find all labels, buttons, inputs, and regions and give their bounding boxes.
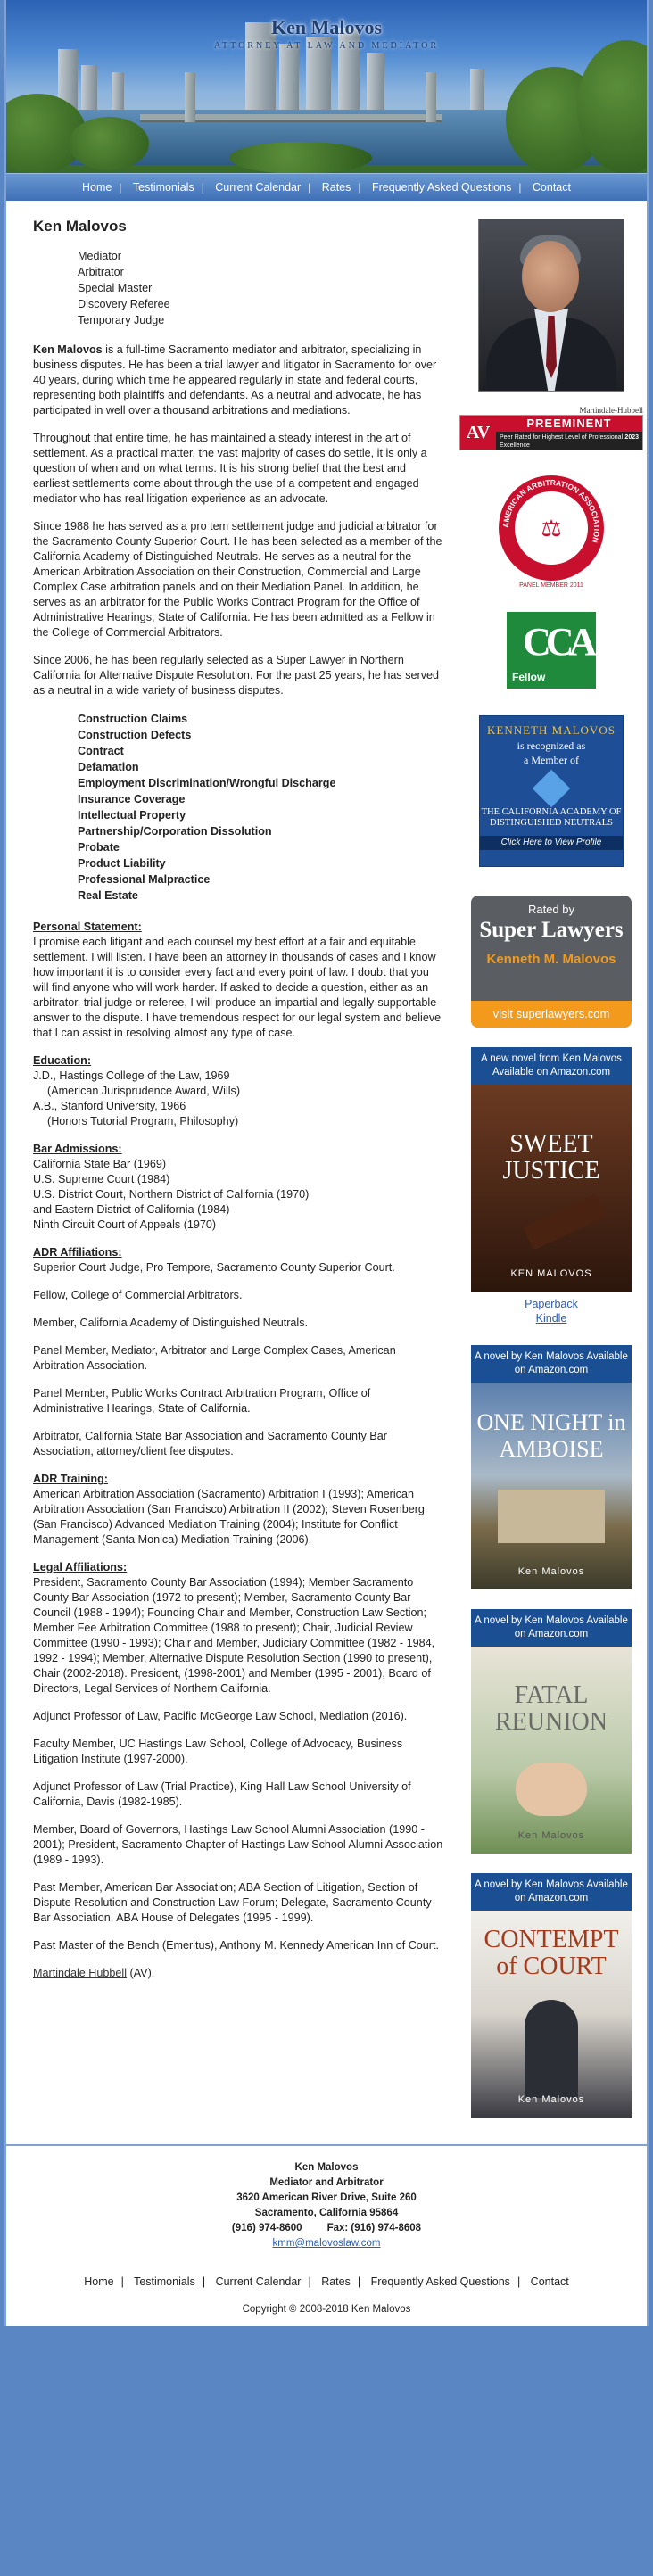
legal-affiliation: Past Member, American Bar Association; ABA Section of Litigation, Section of Dispute Resolution and Construction Law Forum; Delegate, Sacramento County Bar Association, ABA House of Delegates (1995 - 1999). xyxy=(33,1881,432,1924)
legal-affiliation: Adjunct Professor of Law (Trial Practice), King Hall Law School University of California, Davis (1982-1985). xyxy=(33,1780,411,1808)
nav-faq[interactable]: Frequently Asked Questions xyxy=(371,181,512,194)
site-name: Ken Malovos xyxy=(270,16,383,38)
practice-areas-list xyxy=(78,711,443,904)
hands-icon xyxy=(516,1763,587,1816)
adr-affiliations-section: ADR Affiliations: Superior Court Judge, Pro Tempore, Sacramento County Superior Court. xyxy=(33,1245,443,1276)
paragraph-super-lawyer: Since 2006, he has been regularly selected as a Super Lawyer in Northern California for Alternative Dispute Resolution. For the past 25 years, he has served as a neutral in a wide variety of business disputes. xyxy=(33,654,440,697)
practice-area: Probate xyxy=(78,841,120,854)
book-cover[interactable]: ONE NIGHT in AMBOISE Ken Malovos xyxy=(471,1383,632,1589)
footer-nav-testimonials[interactable]: Testimonials xyxy=(134,2275,195,2288)
paragraph-settlement: Throughout that entire time, he has maintained a steady interest in the art of settlement. As a practical matter, the vast majority of cases do settle, it is only a question of when and on what terms. It is his strong belief that the best and earliest settlements come about through the use of a competent and engaged mediator who has real litigation experience as an advocate. xyxy=(33,432,427,505)
footer-nav-faq[interactable]: Frequently Asked Questions xyxy=(370,2275,510,2288)
practice-area: Construction Claims xyxy=(78,713,188,725)
paperback-link[interactable]: Paperback xyxy=(525,1298,578,1310)
adr-training-heading: ADR Training: xyxy=(33,1473,108,1485)
attorney-photo xyxy=(478,219,624,392)
intro-name: Ken Malovos xyxy=(33,343,103,356)
practice-area: Defamation xyxy=(78,761,139,773)
practice-area: Intellectual Property xyxy=(78,809,186,822)
adr-affiliation: Panel Member, Public Works Contract Arbitration Program, Office of Administrative Hearings, State of California. xyxy=(33,1387,371,1415)
kindle-link[interactable]: Kindle xyxy=(535,1312,567,1325)
top-nav: Home | Testimonials | Current Calendar | Rates | Frequently Asked Questions | Contact xyxy=(6,173,647,201)
martindale-line: Martindale Hubbell (AV). xyxy=(33,1967,155,1979)
sidebar xyxy=(467,201,647,2144)
practice-area: Product Liability xyxy=(78,857,166,870)
legal-affiliation: Past Master of the Bench (Emeritus), Anthony M. Kennedy American Inn of Court. xyxy=(33,1939,439,1952)
martindale-badge[interactable]: Martindale-Hubbell AV PREEMINENT Peer Rated for Highest Level of Professional Excellence 2023 xyxy=(459,406,643,450)
scales-icon: ⚖ xyxy=(512,489,591,567)
practice-area: Real Estate xyxy=(78,889,138,902)
nav-rates[interactable]: Rates xyxy=(321,181,351,194)
adr-affiliation: Member, California Academy of Distinguished Neutrals. xyxy=(33,1317,308,1329)
castle-icon xyxy=(498,1490,605,1543)
gavel-icon xyxy=(523,1193,606,1250)
footer-nav-rates[interactable]: Rates xyxy=(321,2275,351,2288)
footer-nav-contact[interactable]: Contact xyxy=(530,2275,569,2288)
academy-neutrals-badge[interactable]: KENNETH MALOVOS is recognized as a Member of THE CALIFORNIA ACADEMY OF DISTINGUISHED NEUTRALS Click Here to View Profile xyxy=(479,715,624,867)
legal-affiliations-section: Legal Affiliations: President, Sacramento County Bar Association (1994); Member Sacramento County Bar Association (1972 to present); Member, Sacramento County Bar Council (1988 - 1994); Founding Chair and Member, Construction Law Section; Member Fee Arbitration Committee (1988 to present); Chair, Judicial Review Committee (1990 - 1993); Chair and Member, Judiciary Committee (1982 - 1984, 1992 - 1994); Member, Alternative Dispute Resolution Section (1990 to present), Chair (2002-2018). President, (1998-2001) and Member (1995 - 2001), Board of Directors, Legal Services of Northern California. xyxy=(33,1560,443,1697)
practice-area: Contract xyxy=(78,745,124,757)
intro-paragraph: Ken Malovos is a full-time Sacramento mediator and arbitrator, specializing in business disputes. He has been a trial lawyer and litigator in Sacramento for over 40 years, during which time he appeared regularly in state and federal courts, representing both plaintiffs and defendants. As a neutral and advocate, he has participated in well over a thousand arbitrations and mediations. xyxy=(33,343,437,417)
book-cover[interactable]: FATAL REUNION Ken Malovos xyxy=(471,1647,632,1854)
footer-email-link[interactable]: kmm@malovoslaw.com xyxy=(272,2238,381,2249)
legal-affiliations-heading: Legal Affiliations: xyxy=(33,1561,128,1573)
education-section: Education: J.D., Hastings College of the Law, 1969 (American Jurisprudence Award, Wills) A.B., Stanford University, 1966 (Honors Tutorial Program, Philosophy) xyxy=(33,1053,443,1129)
role-item: Temporary Judge xyxy=(78,314,165,326)
martindale-hubbell-link[interactable]: Martindale Hubbell xyxy=(33,1967,128,1979)
page xyxy=(4,0,649,2326)
aaa-panel-seal[interactable] xyxy=(499,475,604,581)
paragraph-experience: Since 1988 he has served as a pro tem settlement judge and judicial arbitrator for the Sacramento County Superior Court. He has been selected as a member of the California Academy of Distinguished Neutrals. He serves as a neutral for the American Arbitration Association on their Construction, Commercial and Large Complex Case arbitration panels and on their Mediation Panel. In addition, he serves as an arbitrator for the Public Works Contract Program for the Office of Administrative Hearings, State of California. He has been admitted as a Fellow in the College of Commercial Arbitrators. xyxy=(33,520,442,639)
book-one-night-amboise[interactable]: A novel by Ken Malovos Available on Amazon.com ONE NIGHT in AMBOISE Ken Malovos xyxy=(471,1345,632,1589)
book-contempt-of-court[interactable]: A novel by Ken Malovos Available on Amazon.com CONTEMPT of COURT Ken Malovos xyxy=(471,1873,632,2118)
nav-current-calendar[interactable]: Current Calendar xyxy=(215,181,302,194)
adr-affiliations-heading: ADR Affiliations: xyxy=(33,1246,122,1259)
practice-area: Construction Defects xyxy=(78,729,192,741)
role-item: Special Master xyxy=(78,282,153,294)
site-header xyxy=(6,0,647,201)
cca-fellow-badge[interactable]: CCA Fellow xyxy=(507,612,596,689)
practice-area: Insurance Coverage xyxy=(78,793,186,805)
footer-nav-home[interactable]: Home xyxy=(84,2275,114,2288)
adr-training-section: ADR Training: American Arbitration Association (Sacramento) Arbitration I (1993); American Arbitration Association (San Francisco) Arbitration II (2002); Steven Rosenberg (San Francisco) Advanced Mediation Training (2004); Institute for Conflict Management (Santa Monica) Mediation Training (2006). xyxy=(33,1472,443,1548)
figure-icon xyxy=(525,2000,578,2098)
main-content xyxy=(6,201,461,2144)
footer-nav: Home | Testimonials | Current Calendar | Rates | Frequently Asked Questions | Contact xyxy=(84,2275,569,2288)
bar-admissions-heading: Bar Admissions: xyxy=(33,1143,122,1155)
svg-text:AMERICAN ARBITRATION ASSOCIATI: AMERICAN ARBITRATION ASSOCIATION xyxy=(500,477,602,544)
super-lawyers-badge[interactable]: Rated by Super Lawyers Kenneth M. Malovos visit superlawyers.com xyxy=(471,896,632,1028)
view-profile-link[interactable]: Click Here to View Profile xyxy=(480,836,623,850)
roles-list xyxy=(78,248,443,328)
personal-statement-heading: Personal Statement: xyxy=(33,921,142,933)
footer-address: Ken Malovos Mediator and Arbitrator 3620 American River Drive, Suite 260 Sacramento, California 95864 (916) 974-8600 Fax: (916) 974-8608 kmm@malovoslaw.com xyxy=(231,2162,422,2249)
role-item: Mediator xyxy=(78,250,121,262)
site-footer xyxy=(6,2144,647,2326)
role-item: Arbitrator xyxy=(78,266,124,278)
role-item: Discovery Referee xyxy=(78,298,170,310)
super-lawyers-link[interactable]: visit superlawyers.com xyxy=(471,1001,632,1028)
book-cover[interactable]: CONTEMPT of COURT Ken Malovos xyxy=(471,1911,632,2118)
nav-home[interactable]: Home xyxy=(82,181,112,194)
nav-contact[interactable]: Contact xyxy=(532,181,571,194)
aaa-seal-sub: PANEL MEMBER 2011 xyxy=(519,582,583,589)
footer-nav-current-calendar[interactable]: Current Calendar xyxy=(215,2275,302,2288)
legal-affiliation: Faculty Member, UC Hastings Law School, College of Advocacy, Business Litigation Institute (1997-2000). xyxy=(33,1738,403,1765)
page-title: Ken Malovos xyxy=(33,218,127,235)
book-fatal-reunion[interactable]: A novel by Ken Malovos Available on Amazon.com FATAL REUNION Ken Malovos xyxy=(471,1609,632,1854)
adr-affiliation: Panel Member, Mediator, Arbitrator and Large Complex Cases, American Arbitration Association. xyxy=(33,1344,396,1372)
practice-area: Professional Malpractice xyxy=(78,873,211,886)
nav-testimonials[interactable]: Testimonials xyxy=(132,181,194,194)
adr-affiliation: Arbitrator, California State Bar Association and Sacramento County Bar Association, attorney/client fee disputes. xyxy=(33,1430,387,1457)
practice-area: Partnership/Corporation Dissolution xyxy=(78,825,272,838)
site-tagline: ATTORNEY AT LAW AND MEDIATOR xyxy=(213,41,440,51)
personal-statement: Personal Statement: I promise each litigant and each counsel my best effort at a fair and equitable settlement. I will listen. I have been an attorney in thousands of cases and I know how important it is to consider every fact and every point of law. I doubt that you will find anyone who will work harder. If asked to decide a question, either as an arbitrator, trial judge or referee, I will produce an impartial and legally-supportable answer to the dispute. I have tremendous respect for our legal system and believe that I can assist in resolving almost any type of case. xyxy=(33,920,443,1041)
academy-logo-icon xyxy=(533,770,570,807)
aaa-seal-ring xyxy=(499,475,604,581)
legal-affiliation: Member, Board of Governors, Hastings Law School Alumni Association (1990 - 2001); President, Sacramento Chapter of Hastings Law School Alumni Association (1989 - 1993). xyxy=(33,1823,443,1866)
copyright: Copyright © 2008-2018 Ken Malovos xyxy=(242,2304,411,2315)
practice-area: Employment Discrimination/Wrongful Discharge xyxy=(78,777,336,789)
book-sweet-justice[interactable]: A new novel from Ken Malovos Available on Amazon.com SWEET JUSTICE KEN MALOVOS Paperback Kindle xyxy=(471,1047,632,1325)
book-cover[interactable]: SWEET JUSTICE KEN MALOVOS xyxy=(471,1085,632,1292)
site-brand xyxy=(6,16,647,51)
bar-admissions-section: Bar Admissions: California State Bar (1969) U.S. Supreme Court (1984) U.S. District Court, Northern District of California (1970) and Eastern District of California (1984) Ninth Circuit Court of Appeals (1970) xyxy=(33,1142,443,1233)
education-heading: Education: xyxy=(33,1054,92,1067)
adr-affiliation: Fellow, College of Commercial Arbitrators. xyxy=(33,1289,243,1301)
main-area xyxy=(6,201,647,2144)
av-logo-icon: AV xyxy=(460,416,496,450)
legal-affiliation: Adjunct Professor of Law, Pacific McGeorge Law School, Mediation (2016). xyxy=(33,1710,408,1722)
